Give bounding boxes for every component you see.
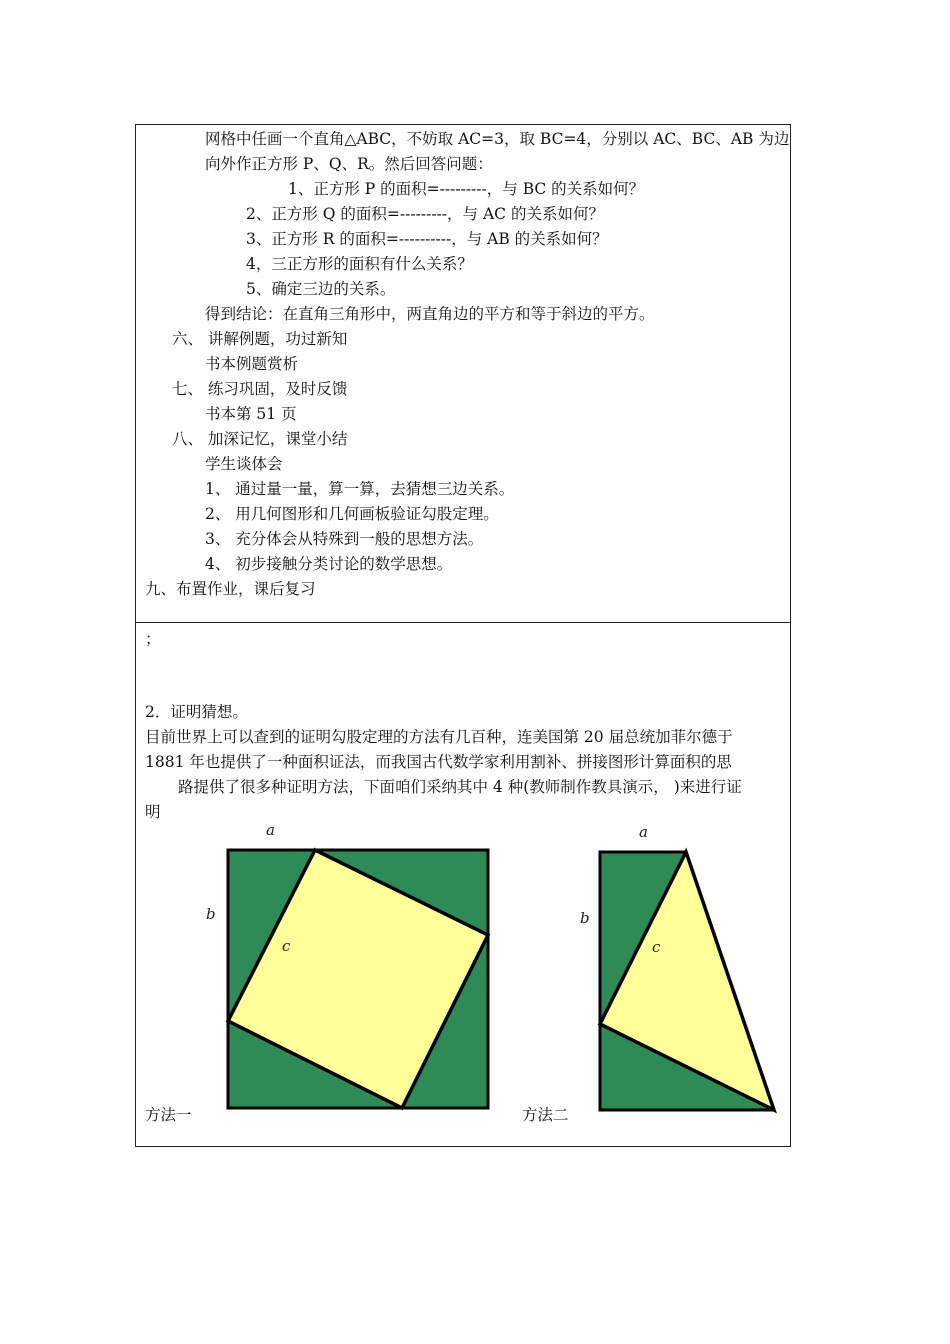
conclusion: 得到结论：在直角三角形中，两直角边的平方和等于斜边的平方。 [205,305,655,323]
section-nine-heading: 九、布置作业，课后复习 [145,580,316,598]
semicolon: ； [145,630,161,648]
method2-figure [572,819,782,1117]
method1-label-b: b [206,905,216,923]
paragraph-line: 1881 年也提供了一种面积证法，而我国古代数学家利用割补、拼接图形计算面积的思 [145,753,732,771]
text-line: 向外作正方形 P、Q、R。然后回答问题： [205,155,493,173]
summary-item: 4、 初步接触分类讨论的数学思想。 [205,555,453,573]
summary-item: 3、 充分体会从特殊到一般的思想方法。 [205,530,484,548]
question-4: 4，三正方形的面积有什么关系？ [246,255,473,273]
method1-figure [196,819,501,1117]
paragraph-line: 明 [145,803,161,821]
lesson-steps-cell [135,124,791,623]
method1-label-c: c [282,937,291,955]
text-line: 网格中任画一个直角△ABC，不妨取 AC=3，取 BC=4，分别以 AC、BC、AB 为边 [205,130,790,148]
method2-label-b: b [580,909,590,927]
section-six-heading: 六、 讲解例题，功过新知 [172,330,348,348]
proof-cell [135,622,791,1147]
method1-label: 方法一 [145,1106,192,1124]
text-line: 书本第 51 页 [205,405,297,423]
method1-label-a: a [266,821,275,839]
question-2: 2、正方形 Q 的面积=---------，与 AC 的关系如何？ [246,205,604,223]
method2-label-a: a [639,823,648,841]
section-seven-heading: 七、 练习巩固，及时反馈 [172,380,348,398]
text-line: 书本例题赏析 [205,355,299,373]
paragraph-line: 路提供了很多种证明方法，下面咱们采纳其中 4 种(教师制作教具演示， )来进行证 [178,778,742,796]
text-line: 学生谈体会 [205,455,283,473]
question-5: 5、确定三边的关系。 [246,280,396,298]
section-eight-heading: 八、 加深记忆，课堂小结 [172,430,348,448]
question-1: 1、正方形 P 的面积=---------，与 BC 的关系如何？ [288,180,645,198]
paragraph-line: 目前世界上可以查到的证明勾股定理的方法有几百种，连美国第 20 届总统加菲尔德于 [145,728,733,746]
question-3: 3、正方形 R 的面积=----------，与 AB 的关系如何？ [246,230,608,248]
proof-heading: 2．证明猜想。 [145,703,248,721]
method2-label: 方法二 [522,1106,569,1124]
summary-item: 1、 通过量一量，算一算，去猜想三边关系。 [205,480,515,498]
method2-label-c: c [652,938,661,956]
summary-item: 2、 用几何图形和几何画板验证勾股定理。 [205,505,499,523]
